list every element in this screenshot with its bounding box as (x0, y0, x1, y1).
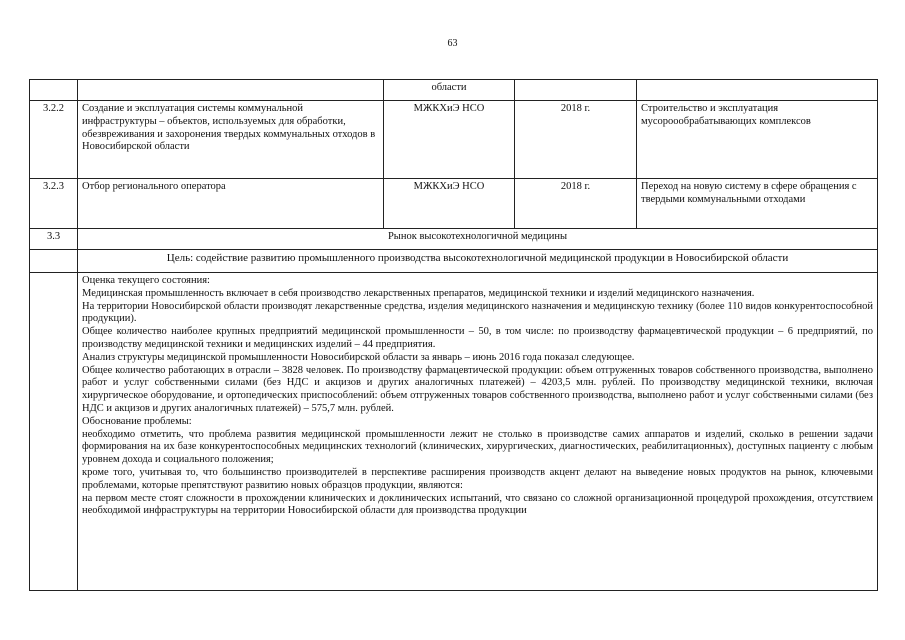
year-cell (515, 80, 637, 101)
paragraph: на первом месте стоят сложности в прохождении клинических и доклинических испытаний, что связано со сложной организационной процедурой прохождения, отсутствием необходимой инфраструктуры на территории Новосибирской области для производства продукции (82, 492, 873, 517)
assessment-text (82, 275, 873, 588)
name-cell (78, 80, 384, 101)
executor-cell: МЖКХиЭ НСО (384, 101, 515, 179)
name-cell: Отбор регионального оператора (78, 179, 384, 229)
paragraph: кроме того, учитывая то, что большинство производителей в перспективе расширения производств акцент делают на выведение новых продуктов на рынок, ключевыми проблемами, которые препятствуют развитию новых образцов продукции, являются: (82, 466, 873, 491)
goal-cell: Цель: содействие развитию промышленного производства высокотехнологичной медицинской продукции в Новосибирской области (78, 250, 878, 273)
executor-cell: области (384, 80, 515, 101)
table-row (30, 80, 878, 101)
paragraph: Общее количество работающих в отрасли – 3828 человек. По производству фармацевтической продукции: объем отгруженных товаров собственного производства, выполнено работ и услуг собственными силами (без НДС и акцизов и других аналогичных платежей) – 4203,5 млн. рублей. По производству медицинской техники, включая хирургическое оборудование, и ортопедических приспособлений: объем отгруженных товаров собственного производства, выполнено работ и услуг собственными силами (без НДС и акцизов и других аналогичных платежей) – 575,7 млн. рублей. (82, 364, 873, 414)
page-number: 63 (447, 38, 458, 49)
executor-cell: МЖКХиЭ НСО (384, 179, 515, 229)
paragraph: Общее количество наиболее крупных предприятий медицинской промышленности – 50, в том числе: по производству фармацевтической продукции – 6 предприятий, по производству медицинской техники и медицинских изделий – 44 предприятия. (82, 326, 873, 350)
assessment-cell (78, 273, 878, 591)
table-row (30, 101, 878, 179)
result-cell: Переход на новую систему в сфере обращения с твердыми коммунальными отходами (637, 179, 878, 229)
table-row (30, 229, 878, 250)
plan-table (29, 79, 878, 591)
result-cell: Строительство и эксплуатация мусороообрабатывающих комплексов (637, 101, 878, 179)
paragraph: Медицинская промышленность включает в себя производство лекарственных препаратов, медицинской техники и изделий медицинского назначения. (82, 287, 755, 299)
paragraph: необходимо отметить, что проблема развития медицинской промышленности лежит не столько в производстве самих аппаратов и изделий, сколько в решении задачи формирования на их базе конкурентоспособных медицинских технологий (клинических, хирургических, диагностических, реабилитационных), доступных пациенту с любым уровнем дохода и социального положения; (82, 428, 873, 466)
num-cell (30, 250, 78, 273)
table-row (30, 273, 878, 591)
section-title-cell: Рынок высокотехнологичной медицины (78, 229, 878, 250)
paragraph: Оценка текущего состояния: (82, 275, 210, 286)
year-cell: 2018 г. (515, 101, 637, 179)
table-row (30, 250, 878, 273)
num-cell: 3.2.3 (30, 179, 78, 229)
table-row (30, 179, 878, 229)
name-cell: Создание и эксплуатация системы коммунальной инфраструктуры – объектов, используемых для обработки, обезвреживания и захоронения твердых коммунальных отходов в Новосибирской области (78, 101, 384, 179)
num-cell: 3.3 (30, 229, 78, 250)
num-cell (30, 80, 78, 101)
result-cell (637, 80, 878, 101)
paragraph: Обоснование проблемы: (82, 415, 192, 427)
num-cell (30, 273, 78, 591)
paragraph: Анализ структуры медицинской промышленности Новосибирской области за январь – июнь 2016 года показал следующее. (82, 351, 635, 363)
year-cell: 2018 г. (515, 179, 637, 229)
num-cell: 3.2.2 (30, 101, 78, 179)
paragraph: На территории Новосибирской области производят лекарственные средства, изделия медицинского назначения и медицинскую технику (более 110 видов конкурентоспособной продукции). (82, 300, 873, 325)
